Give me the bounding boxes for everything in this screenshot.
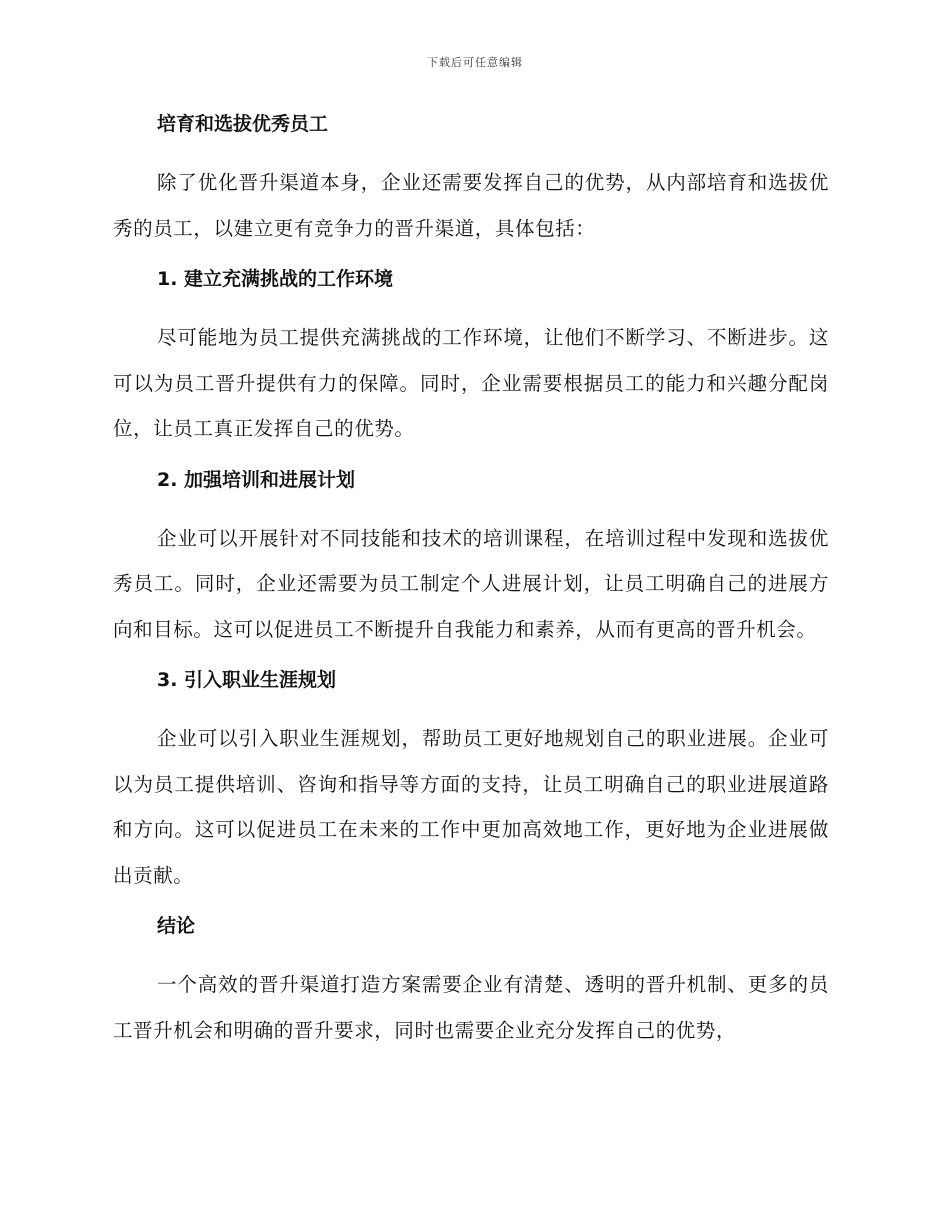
page-header: 下载后可任意编辑 (427, 56, 523, 69)
item-body-3: 企业可以引入职业生涯规划，帮助员工更好地规划自己的职业进展。企业可以为员工提供培训、咨询和指导等方面的支持，让员工明确自己的职业进展道路和方向。这可以促进员工在未来的工作中更加高效地工作，更好地为企业进展做出贡献。 (113, 727, 829, 887)
section-title: 培育和选拔优秀员工 (157, 113, 329, 135)
conclusion-title: 结论 (157, 915, 196, 937)
item-heading-1: 1. 建立充满挑战的工作环境 (157, 268, 394, 290)
document-body (113, 110, 829, 1053)
item-heading-2: 2. 加强培训和进展计划 (157, 468, 356, 491)
item-body-1: 尽可能地为员工提供充满挑战的工作环境，让他们不断学习、不断进步。这可以为员工晋升提供有力的保障。同时，企业需要根据员工的能力和兴趣分配岗位，让员工真正发挥自己的优势。 (113, 326, 829, 440)
intro-paragraph: 除了优化晋升渠道本身，企业还需要发挥自己的优势，从内部培育和选拔优秀的员工，以建立更有竞争力的晋升渠道，具体包括： (113, 171, 829, 240)
conclusion-paragraph: 一个高效的晋升渠道打造方案需要企业有清楚、透明的晋升机制、更多的员工晋升机会和明确的晋升要求，同时也需要企业充分发挥自己的优势， (113, 973, 829, 1042)
item-body-2: 企业可以开展针对不同技能和技术的培训课程，在培训过程中发现和选拔优秀员工。同时，企业还需要为员工制定个人进展计划，让员工明确自己的进展方向和目标。这可以促进员工不断提升自我能力和素养，从而有更高的晋升机会。 (113, 526, 829, 641)
item-heading-3: 3. 引入职业生涯规划 (157, 669, 337, 691)
